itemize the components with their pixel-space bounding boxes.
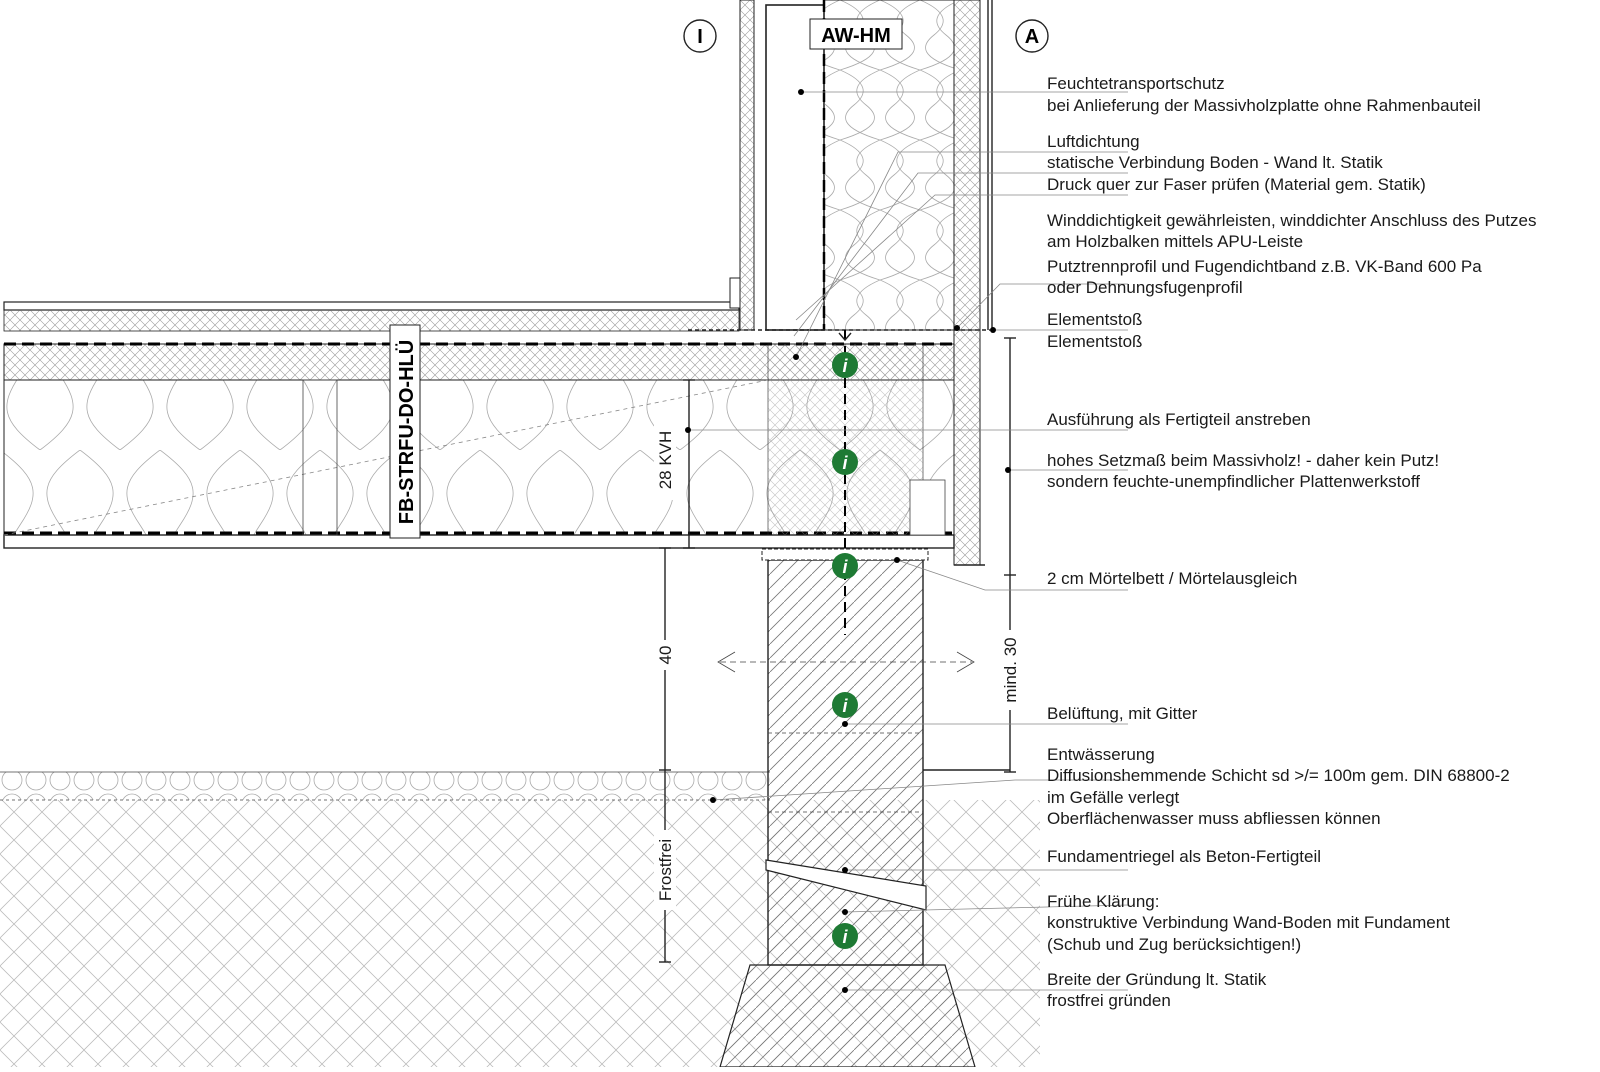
floor-code-label: FB-STRFU-DO-HLÜ [396, 339, 418, 525]
axis-marker-inside [684, 20, 716, 52]
annotation-text: am Holzbalken mittels APU-Leiste [1047, 232, 1304, 251]
gravel-layer [0, 772, 770, 800]
floor-screed [4, 310, 739, 331]
info-icon[interactable] [832, 923, 858, 949]
dimension-28kvh: 28 KVH [656, 430, 675, 490]
annotation-text: sondern feuchte-unempfindlicher Plattenwerkstoff [1047, 472, 1420, 491]
annotation-text: bei Anlieferung der Massivholzplatte ohne Rahmenbauteil [1047, 96, 1481, 115]
annotation-text: statische Verbindung Boden - Wand lt. Statik [1047, 153, 1383, 172]
annotation-text: im Gefälle verlegt [1047, 788, 1180, 807]
annotation-text: Fundamentriegel als Beton-Fertigteil [1047, 847, 1322, 866]
annotation-text: Feuchtetransportschutz [1047, 74, 1225, 93]
annotation-text: Elementstoß [1047, 332, 1143, 351]
info-icon[interactable] [832, 553, 858, 579]
svg-text:i: i [842, 453, 848, 473]
dimension-frostfrei: Frostfrei [656, 838, 675, 902]
wall-code-label: AW-HM [821, 25, 891, 47]
wall-outer-board [954, 0, 980, 330]
info-icon[interactable] [832, 692, 858, 718]
annotation-text: 2 cm Mörtelbett / Mörtelausgleich [1047, 569, 1298, 588]
annotation-text: Winddichtigkeit gewährleisten, winddichter Anschluss des Putzes [1047, 211, 1537, 230]
annotation-text: Ausführung als Fertigteil anstreben [1047, 410, 1311, 429]
annotation-text: konstruktive Verbindung Wand-Boden mit Fundament [1047, 913, 1450, 932]
annotation-text: Putztrennprofil und Fugendichtband z.B. VK-Band 600 Pa [1047, 257, 1482, 276]
annotation-text: Belüftung, mit Gitter [1047, 704, 1198, 723]
axis-inside-label: I [697, 26, 703, 48]
dimension-40: 40 [656, 645, 675, 665]
wall-solid-timber [766, 5, 824, 330]
floor-finish [4, 302, 739, 310]
floor-bottom-board [4, 535, 954, 548]
annotation-text: frostfrei gründen [1047, 991, 1171, 1010]
wall-inner-board [740, 0, 754, 330]
annotation-text: Luftdichtung [1047, 132, 1140, 151]
annotation-text: Frühe Klärung: [1047, 892, 1160, 911]
svg-text:i: i [842, 557, 848, 577]
foundation-footing [720, 965, 975, 1067]
info-icon[interactable] [832, 449, 858, 475]
annotation-text: Diffusionshemmende Schicht sd >/= 100m gem. DIN 68800-2 [1047, 766, 1510, 785]
axis-outside-label: A [1024, 26, 1040, 48]
annotation-text: Entwässerung [1047, 745, 1155, 764]
annotation-text: hohes Setzmaß beim Massivholz! - daher kein Putz! [1047, 451, 1440, 470]
svg-text:i: i [842, 356, 848, 376]
annotation-text: Breite der Gründung lt. Statik [1047, 970, 1267, 989]
annotation-text: Elementstoß [1047, 310, 1143, 329]
svg-text:i: i [842, 696, 848, 716]
annotation-text: Oberflächenwasser muss abfliessen können [1047, 809, 1381, 828]
annotation-text: oder Dehnungsfugenprofil [1047, 278, 1243, 297]
dimension-mind30: mind. 30 [1001, 637, 1020, 703]
annotation-text: Druck quer zur Faser prüfen (Material gem. Statik) [1047, 175, 1426, 194]
axis-marker-outside [1016, 20, 1048, 52]
plinth-board [954, 330, 980, 565]
info-icon[interactable] [832, 352, 858, 378]
annotation-text: (Schub und Zug berücksichtigen!) [1047, 935, 1302, 954]
svg-text:i: i [842, 927, 848, 947]
